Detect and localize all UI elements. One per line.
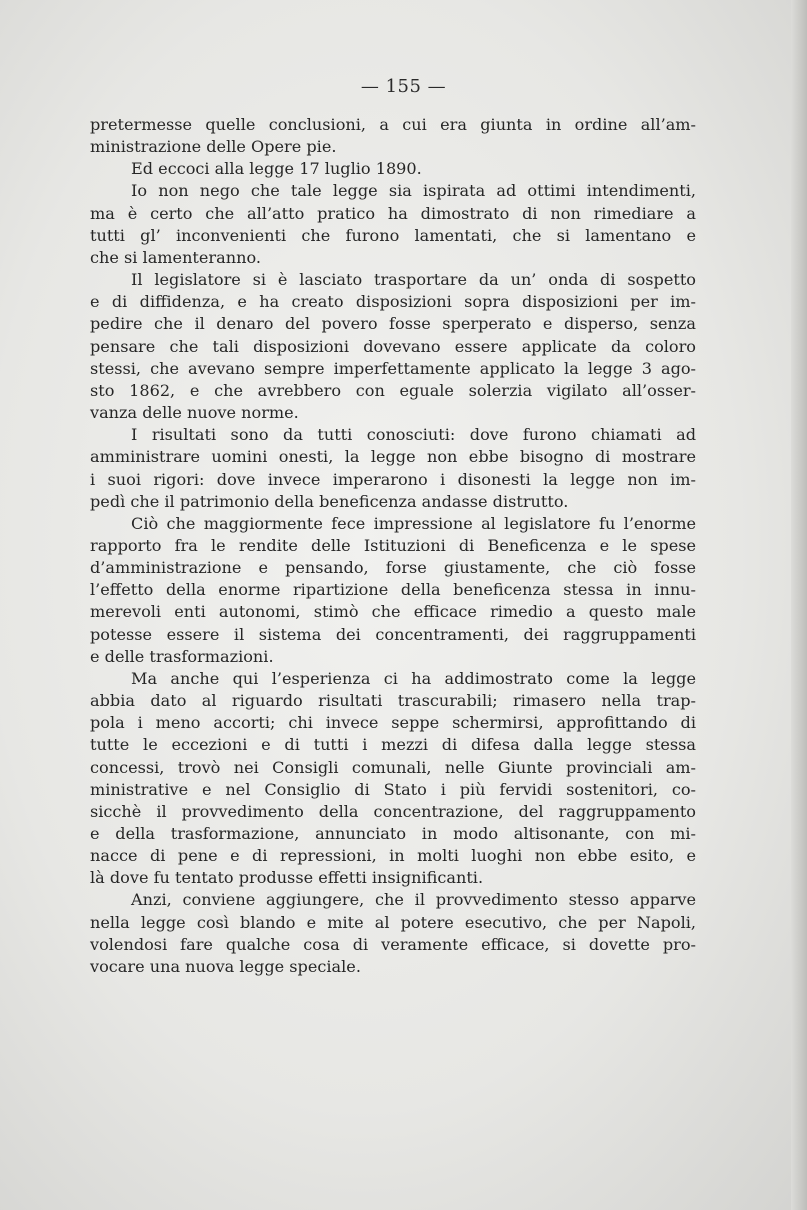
- text-line: e della trasformazione, annunciato in modo altisonante, con mi-: [90, 824, 696, 843]
- paragraph: [90, 889, 696, 978]
- page-number: — 155 —: [360, 76, 447, 97]
- text-line: Ciò che maggiormente fece impressione al legislatore fu l’enorme: [131, 513, 696, 533]
- text-line: ministrative e nel Consiglio di Stato i più fervidi sostenitori, co-: [90, 779, 696, 799]
- text-line: pedì che il patrimonio della beneficenza andasse distrutto.: [90, 491, 569, 511]
- paragraph: [90, 158, 696, 180]
- text-line: nacce di pene e di repressioni, in molti luoghi non ebbe esito, e: [90, 846, 696, 866]
- page-edge-shadow: [791, 0, 807, 1210]
- text-line: pola i meno accorti; chi invece seppe schermirsi, approfittando di: [90, 713, 696, 733]
- text-line: Ed eccoci alla legge 17 luglio 1890.: [131, 159, 422, 179]
- text-line: e delle trasformazioni.: [90, 646, 274, 666]
- text-line: tutte le eccezioni e di tutti i mezzi di difesa dalla legge stessa: [90, 735, 696, 755]
- paragraph: [90, 114, 696, 158]
- text-line: pedire che il denaro del povero fosse sperperato e disperso, senza: [90, 314, 696, 334]
- text-line: là dove fu tentato produsse effetti insignificanti.: [90, 868, 484, 888]
- paragraph: [90, 513, 696, 668]
- text-line: Il legislatore si è lasciato trasportare da un’ onda di sospetto: [131, 270, 696, 290]
- paragraph: [90, 424, 696, 513]
- text-line: rapporto fra le rendite delle Istituzioni di Beneficenza e le spese: [90, 535, 696, 555]
- text-line: vanza delle nuove norme.: [90, 403, 299, 423]
- body-text: [90, 114, 696, 978]
- paragraph: [90, 269, 696, 424]
- text-line: e di diffidenza, e ha creato disposizioni sopra disposizioni per im-: [90, 292, 696, 312]
- text-line: l’effetto della enorme ripartizione della beneficenza stessa in innu-: [90, 580, 696, 600]
- text-line: i suoi rigori: dove invece imperarono i disonesti la legge non im-: [90, 469, 696, 489]
- text-line: d’amministrazione e pensando, forse giustamente, che ciò fosse: [90, 558, 696, 578]
- text-line: sicchè il provvedimento della concentrazione, del raggruppamento: [90, 801, 696, 821]
- text-line: Io non nego che tale legge sia ispirata ad ottimi intendimenti,: [131, 181, 696, 201]
- text-line: tutti gl’ inconvenienti che furono lamentati, che si lamentano e: [90, 225, 696, 245]
- text-line: concessi, trovò nei Consigli comunali, nelle Giunte provinciali am-: [90, 757, 696, 777]
- paragraph: [90, 180, 696, 269]
- text-line: ma è certo che all’atto pratico ha dimostrato di non rimediare a: [90, 203, 696, 223]
- text-line: stessi, che avevano sempre imperfettamente applicato la legge 3 ago-: [90, 358, 696, 378]
- text-line: volendosi fare qualche cosa di veramente efficace, si dovette pro-: [90, 934, 696, 954]
- text-line: che si lamenteranno.: [90, 247, 261, 267]
- text-line: I risultati sono da tutti conosciuti: dove furono chiamati ad: [131, 425, 696, 445]
- text-line: potesse essere il sistema dei concentramenti, dei raggruppamenti: [90, 624, 696, 644]
- text-line: Ma anche qui l’esperienza ci ha addimostrato come la legge: [131, 668, 696, 688]
- text-line: vocare una nuova legge speciale.: [90, 956, 361, 976]
- text-line: sto 1862, e che avrebbero con eguale solerzia vigilato all’osser-: [90, 380, 696, 400]
- text-line: pensare che tali disposizioni dovevano essere applicate da coloro: [90, 336, 696, 356]
- text-line: nella legge così blando e mite al potere esecutivo, che per Napoli,: [90, 912, 696, 932]
- paragraph: [90, 668, 696, 890]
- text-line: ministrazione delle Opere pie.: [90, 137, 337, 157]
- text-line: amministrare uomini onesti, la legge non ebbe bisogno di mostrare: [90, 447, 696, 467]
- text-line: Anzi, conviene aggiungere, che il provvedimento stesso apparve: [131, 890, 696, 910]
- text-line: pretermesse quelle conclusioni, a cui era giunta in ordine all’am-: [90, 115, 696, 134]
- text-line: merevoli enti autonomi, stimò che efficace rimedio a questo male: [90, 602, 696, 622]
- text-line: abbia dato al riguardo risultati trascurabili; rimasero nella trap-: [90, 691, 696, 711]
